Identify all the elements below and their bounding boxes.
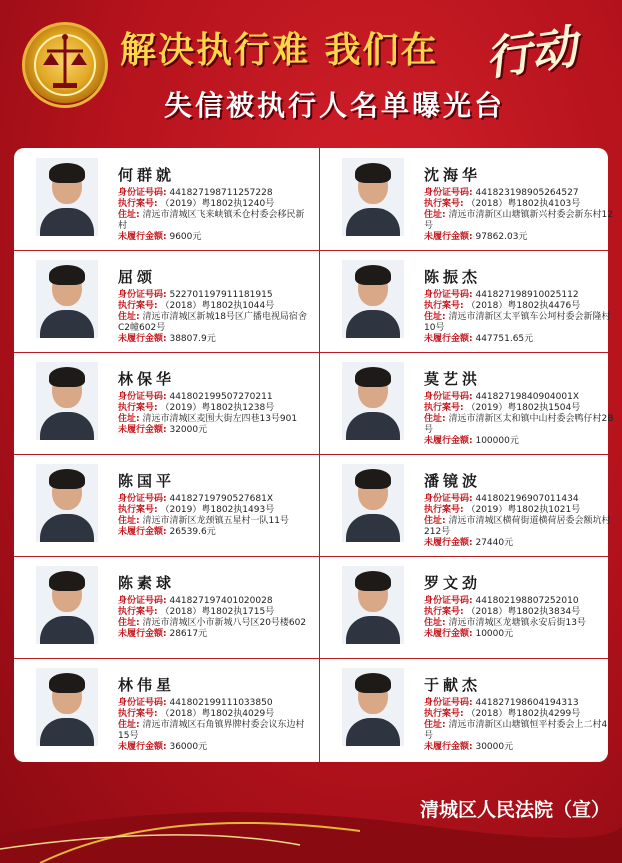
case-label: 执行案号: xyxy=(118,403,158,413)
id-row xyxy=(424,596,614,607)
portrait-hair xyxy=(49,265,85,285)
case-number: （2018）粤1802执1715号 xyxy=(160,607,275,617)
id-row xyxy=(118,290,308,301)
person-name: 罗文劲 xyxy=(424,574,482,592)
id-number: 441823198905264527 xyxy=(475,188,579,198)
portrait-hair xyxy=(49,469,85,489)
address-row xyxy=(118,516,308,527)
id-label: 身份证号码: xyxy=(118,392,167,402)
amount-value: 30000元 xyxy=(475,742,514,752)
id-number: 441827197401020028 xyxy=(169,596,273,606)
case-label: 执行案号: xyxy=(118,607,158,617)
portrait-photo xyxy=(342,158,404,236)
amount-value: 10000元 xyxy=(475,629,514,639)
amount-label: 未履行金额: xyxy=(424,232,473,242)
amount-row xyxy=(118,425,308,436)
amount-value: 97862.03元 xyxy=(475,232,528,242)
case-label: 执行案号: xyxy=(424,199,464,209)
amount-value: 9600元 xyxy=(169,232,202,242)
id-label: 身份证号码: xyxy=(424,188,473,198)
person-name: 陈振杰 xyxy=(424,268,482,286)
portrait-body xyxy=(346,412,400,440)
address-text: 清远市清新区山塘镇新兴村委会新东村12号 xyxy=(424,210,613,231)
case-label: 执行案号: xyxy=(424,607,464,617)
id-row xyxy=(424,494,614,505)
portrait-body xyxy=(346,616,400,644)
case-number: （2018）粤1802执4476号 xyxy=(466,301,581,311)
address-label: 住址: xyxy=(424,720,446,730)
defaulter-card xyxy=(320,658,616,760)
address-text: 清远市清城区石角镇界牌村委会议东边村15号 xyxy=(118,720,305,741)
amount-label: 未履行金额: xyxy=(118,232,167,242)
person-name: 于献杰 xyxy=(424,676,482,694)
portrait-hair xyxy=(355,265,391,285)
id-number: 44182719790527681X xyxy=(169,494,273,504)
amount-row xyxy=(424,538,614,549)
defaulter-list-panel xyxy=(14,148,614,762)
case-number: （2019）粤1802执1504号 xyxy=(466,403,581,413)
address-text: 清远市清新区龙颈镇五星村一队11号 xyxy=(142,516,289,526)
amount-label: 未履行金额: xyxy=(424,538,473,548)
amount-row xyxy=(118,232,308,243)
person-info xyxy=(424,596,614,640)
amount-value: 26539.6元 xyxy=(169,527,216,537)
portrait-body xyxy=(346,208,400,236)
portrait-hair xyxy=(49,163,85,183)
id-number: 441802196907011434 xyxy=(475,494,579,504)
amount-value: 32000元 xyxy=(169,425,208,435)
person-info xyxy=(118,188,308,243)
address-text: 清远市清城区横荷街道横荷居委会额坑村212号 xyxy=(424,516,611,537)
portrait-hair xyxy=(355,469,391,489)
person-info xyxy=(424,290,614,345)
portrait-photo xyxy=(342,464,404,542)
person-name: 沈海华 xyxy=(424,166,482,184)
amount-label: 未履行金额: xyxy=(118,334,167,344)
case-row xyxy=(424,403,614,414)
person-info xyxy=(424,188,614,243)
amount-label: 未履行金额: xyxy=(424,629,473,639)
address-row xyxy=(424,312,614,334)
portrait-photo xyxy=(36,464,98,542)
header xyxy=(0,0,622,145)
portrait-photo xyxy=(36,566,98,644)
address-text: 清远市清城区新城18号区广播电视局宿舍C2幢602号 xyxy=(118,312,307,333)
amount-row xyxy=(424,232,614,243)
address-row xyxy=(424,414,614,436)
address-label: 住址: xyxy=(118,720,140,730)
amount-value: 28617元 xyxy=(169,629,208,639)
case-row xyxy=(424,709,614,720)
case-row xyxy=(118,505,308,516)
address-row xyxy=(424,210,614,232)
id-number: 441802199507270211 xyxy=(169,392,273,402)
case-number: （2019）粤1802执1021号 xyxy=(466,505,581,515)
amount-row xyxy=(118,629,308,640)
address-text: 清远市清城区小市新城八号区20号楼602 xyxy=(142,618,307,628)
address-label: 住址: xyxy=(424,618,446,628)
person-info xyxy=(118,494,308,538)
id-label: 身份证号码: xyxy=(424,290,473,300)
case-number: （2018）粤1802执4299号 xyxy=(466,709,581,719)
amount-row xyxy=(118,527,308,538)
address-row xyxy=(118,210,308,232)
id-number: 441827198604194313 xyxy=(475,698,579,708)
amount-value: 38807.9元 xyxy=(169,334,216,344)
address-label: 住址: xyxy=(424,516,446,526)
amount-label: 未履行金额: xyxy=(118,629,167,639)
id-label: 身份证号码: xyxy=(118,290,167,300)
amount-value: 27440元 xyxy=(475,538,514,548)
amount-label: 未履行金额: xyxy=(424,334,473,344)
address-text: 清远市清城区龙塘镇永安后街13号 xyxy=(448,618,586,628)
id-row xyxy=(424,290,614,301)
id-number: 441802199111033850 xyxy=(169,698,273,708)
case-label: 执行案号: xyxy=(118,505,158,515)
case-number: （2019）粤1802执1238号 xyxy=(160,403,275,413)
amount-row xyxy=(424,629,614,640)
id-row xyxy=(118,596,308,607)
person-info xyxy=(118,596,308,640)
address-label: 住址: xyxy=(118,618,140,628)
case-number: （2019）粤1802执1240号 xyxy=(160,199,275,209)
id-number: 441827198910025112 xyxy=(475,290,579,300)
address-row xyxy=(424,516,614,538)
amount-row xyxy=(424,742,614,753)
portrait-photo xyxy=(36,260,98,338)
id-label: 身份证号码: xyxy=(118,188,167,198)
id-row xyxy=(118,698,308,709)
defaulter-card xyxy=(320,352,616,454)
address-row xyxy=(424,720,614,742)
defaulter-card xyxy=(320,250,616,352)
person-name: 林伟星 xyxy=(118,676,176,694)
id-row xyxy=(118,494,308,505)
case-number: （2018）粤1802执4029号 xyxy=(160,709,275,719)
person-info xyxy=(424,494,614,549)
case-row xyxy=(424,199,614,210)
portrait-hair xyxy=(355,673,391,693)
portrait-body xyxy=(346,310,400,338)
case-number: （2018）粤1802执1044号 xyxy=(160,301,275,311)
case-row xyxy=(118,403,308,414)
address-label: 住址: xyxy=(424,414,446,424)
address-text: 清远市清新区山塘镇恒平村委会上二村4号 xyxy=(424,720,608,741)
portrait-body xyxy=(40,514,94,542)
amount-value: 100000元 xyxy=(475,436,519,446)
address-label: 住址: xyxy=(118,414,140,424)
id-number: 44182719840904001X xyxy=(475,392,579,402)
defaulter-card xyxy=(14,250,310,352)
id-label: 身份证号码: xyxy=(118,698,167,708)
case-number: （2018）粤1802执3834号 xyxy=(466,607,581,617)
case-number: （2019）粤1802执1493号 xyxy=(160,505,275,515)
address-row xyxy=(118,618,308,629)
case-label: 执行案号: xyxy=(424,403,464,413)
portrait-photo xyxy=(342,260,404,338)
id-label: 身份证号码: xyxy=(424,392,473,402)
case-label: 执行案号: xyxy=(118,709,158,719)
address-label: 住址: xyxy=(118,516,140,526)
person-info xyxy=(118,392,308,436)
person-name: 潘镜波 xyxy=(424,472,482,490)
id-row xyxy=(118,188,308,199)
id-label: 身份证号码: xyxy=(118,494,167,504)
portrait-hair xyxy=(355,367,391,387)
id-row xyxy=(118,392,308,403)
defaulter-card xyxy=(320,556,616,658)
id-number: 522701197911181915 xyxy=(169,290,273,300)
address-row xyxy=(118,312,308,334)
portrait-hair xyxy=(355,571,391,591)
id-row xyxy=(424,392,614,403)
amount-label: 未履行金额: xyxy=(424,436,473,446)
address-text: 清远市清城区飞来峡镇禾仓村委会移民新村 xyxy=(118,210,305,231)
id-label: 身份证号码: xyxy=(424,494,473,504)
defaulter-card xyxy=(320,148,616,250)
person-name: 莫艺洪 xyxy=(424,370,482,388)
portrait-photo xyxy=(36,158,98,236)
address-row xyxy=(424,618,614,629)
person-name: 陈国平 xyxy=(118,472,176,490)
case-label: 执行案号: xyxy=(424,301,464,311)
portrait-body xyxy=(40,310,94,338)
case-label: 执行案号: xyxy=(118,301,158,311)
portrait-body xyxy=(40,412,94,440)
case-label: 执行案号: xyxy=(424,505,464,515)
person-name: 林保华 xyxy=(118,370,176,388)
address-label: 住址: xyxy=(118,312,140,322)
address-label: 住址: xyxy=(424,312,446,322)
defaulter-card xyxy=(14,148,310,250)
defaulter-card xyxy=(320,454,616,556)
address-label: 住址: xyxy=(424,210,446,220)
headline-subtitle: 失信被执行人名单曝光台 xyxy=(164,89,506,122)
person-info xyxy=(424,392,614,447)
address-text: 清远市清新区太和镇中山村委会鸭仔村2B号 xyxy=(424,414,614,435)
person-name: 陈素球 xyxy=(118,574,176,592)
defaulter-card xyxy=(14,352,310,454)
court-emblem-icon xyxy=(22,22,108,108)
person-info xyxy=(424,698,614,753)
case-row xyxy=(118,607,308,618)
person-name: 屈颂 xyxy=(118,268,157,286)
amount-label: 未履行金额: xyxy=(424,742,473,752)
defaulter-card xyxy=(14,658,310,760)
case-number: （2018）粤1802执4103号 xyxy=(466,199,581,209)
amount-label: 未履行金额: xyxy=(118,742,167,752)
case-row xyxy=(118,709,308,720)
portrait-hair xyxy=(355,163,391,183)
portrait-body xyxy=(40,718,94,746)
headline-title: 解决执行难 我们在 xyxy=(120,30,439,71)
portrait-body xyxy=(346,718,400,746)
amount-value: 36000元 xyxy=(169,742,208,752)
amount-value: 447751.65元 xyxy=(475,334,534,344)
court-signature: 清城区人民法院（宣） xyxy=(419,799,610,821)
defaulter-card xyxy=(14,556,310,658)
case-row xyxy=(424,505,614,516)
portrait-body xyxy=(40,208,94,236)
portrait-body xyxy=(40,616,94,644)
person-info xyxy=(118,290,308,345)
person-info xyxy=(118,698,308,753)
portrait-hair xyxy=(49,571,85,591)
id-number: 441827198711257228 xyxy=(169,188,273,198)
portrait-photo xyxy=(36,362,98,440)
amount-row xyxy=(424,436,614,447)
portrait-hair xyxy=(49,367,85,387)
case-row xyxy=(118,199,308,210)
id-label: 身份证号码: xyxy=(424,698,473,708)
portrait-body xyxy=(346,514,400,542)
portrait-photo xyxy=(342,362,404,440)
amount-label: 未履行金额: xyxy=(118,425,167,435)
headline-script-text: 行动 xyxy=(481,19,581,86)
portrait-photo xyxy=(342,566,404,644)
amount-row xyxy=(118,334,308,345)
id-row xyxy=(424,698,614,709)
portrait-hair xyxy=(49,673,85,693)
id-label: 身份证号码: xyxy=(424,596,473,606)
case-row xyxy=(424,301,614,312)
id-row xyxy=(424,188,614,199)
address-row xyxy=(118,414,308,425)
amount-row xyxy=(118,742,308,753)
address-label: 住址: xyxy=(118,210,140,220)
id-label: 身份证号码: xyxy=(118,596,167,606)
case-row xyxy=(118,301,308,312)
address-row xyxy=(118,720,308,742)
address-text: 清远市清新区太平镇车公坷村委会新隆村10号 xyxy=(424,312,611,333)
id-number: 441802198807252010 xyxy=(475,596,579,606)
amount-row xyxy=(424,334,614,345)
case-row xyxy=(424,607,614,618)
amount-label: 未履行金额: xyxy=(118,527,167,537)
case-label: 执行案号: xyxy=(424,709,464,719)
portrait-photo xyxy=(36,668,98,746)
portrait-photo xyxy=(342,668,404,746)
address-text: 清远市清城区麦围大街左四巷13号901 xyxy=(142,414,298,424)
person-name: 何群就 xyxy=(118,166,176,184)
defaulter-card xyxy=(14,454,310,556)
case-label: 执行案号: xyxy=(118,199,158,209)
